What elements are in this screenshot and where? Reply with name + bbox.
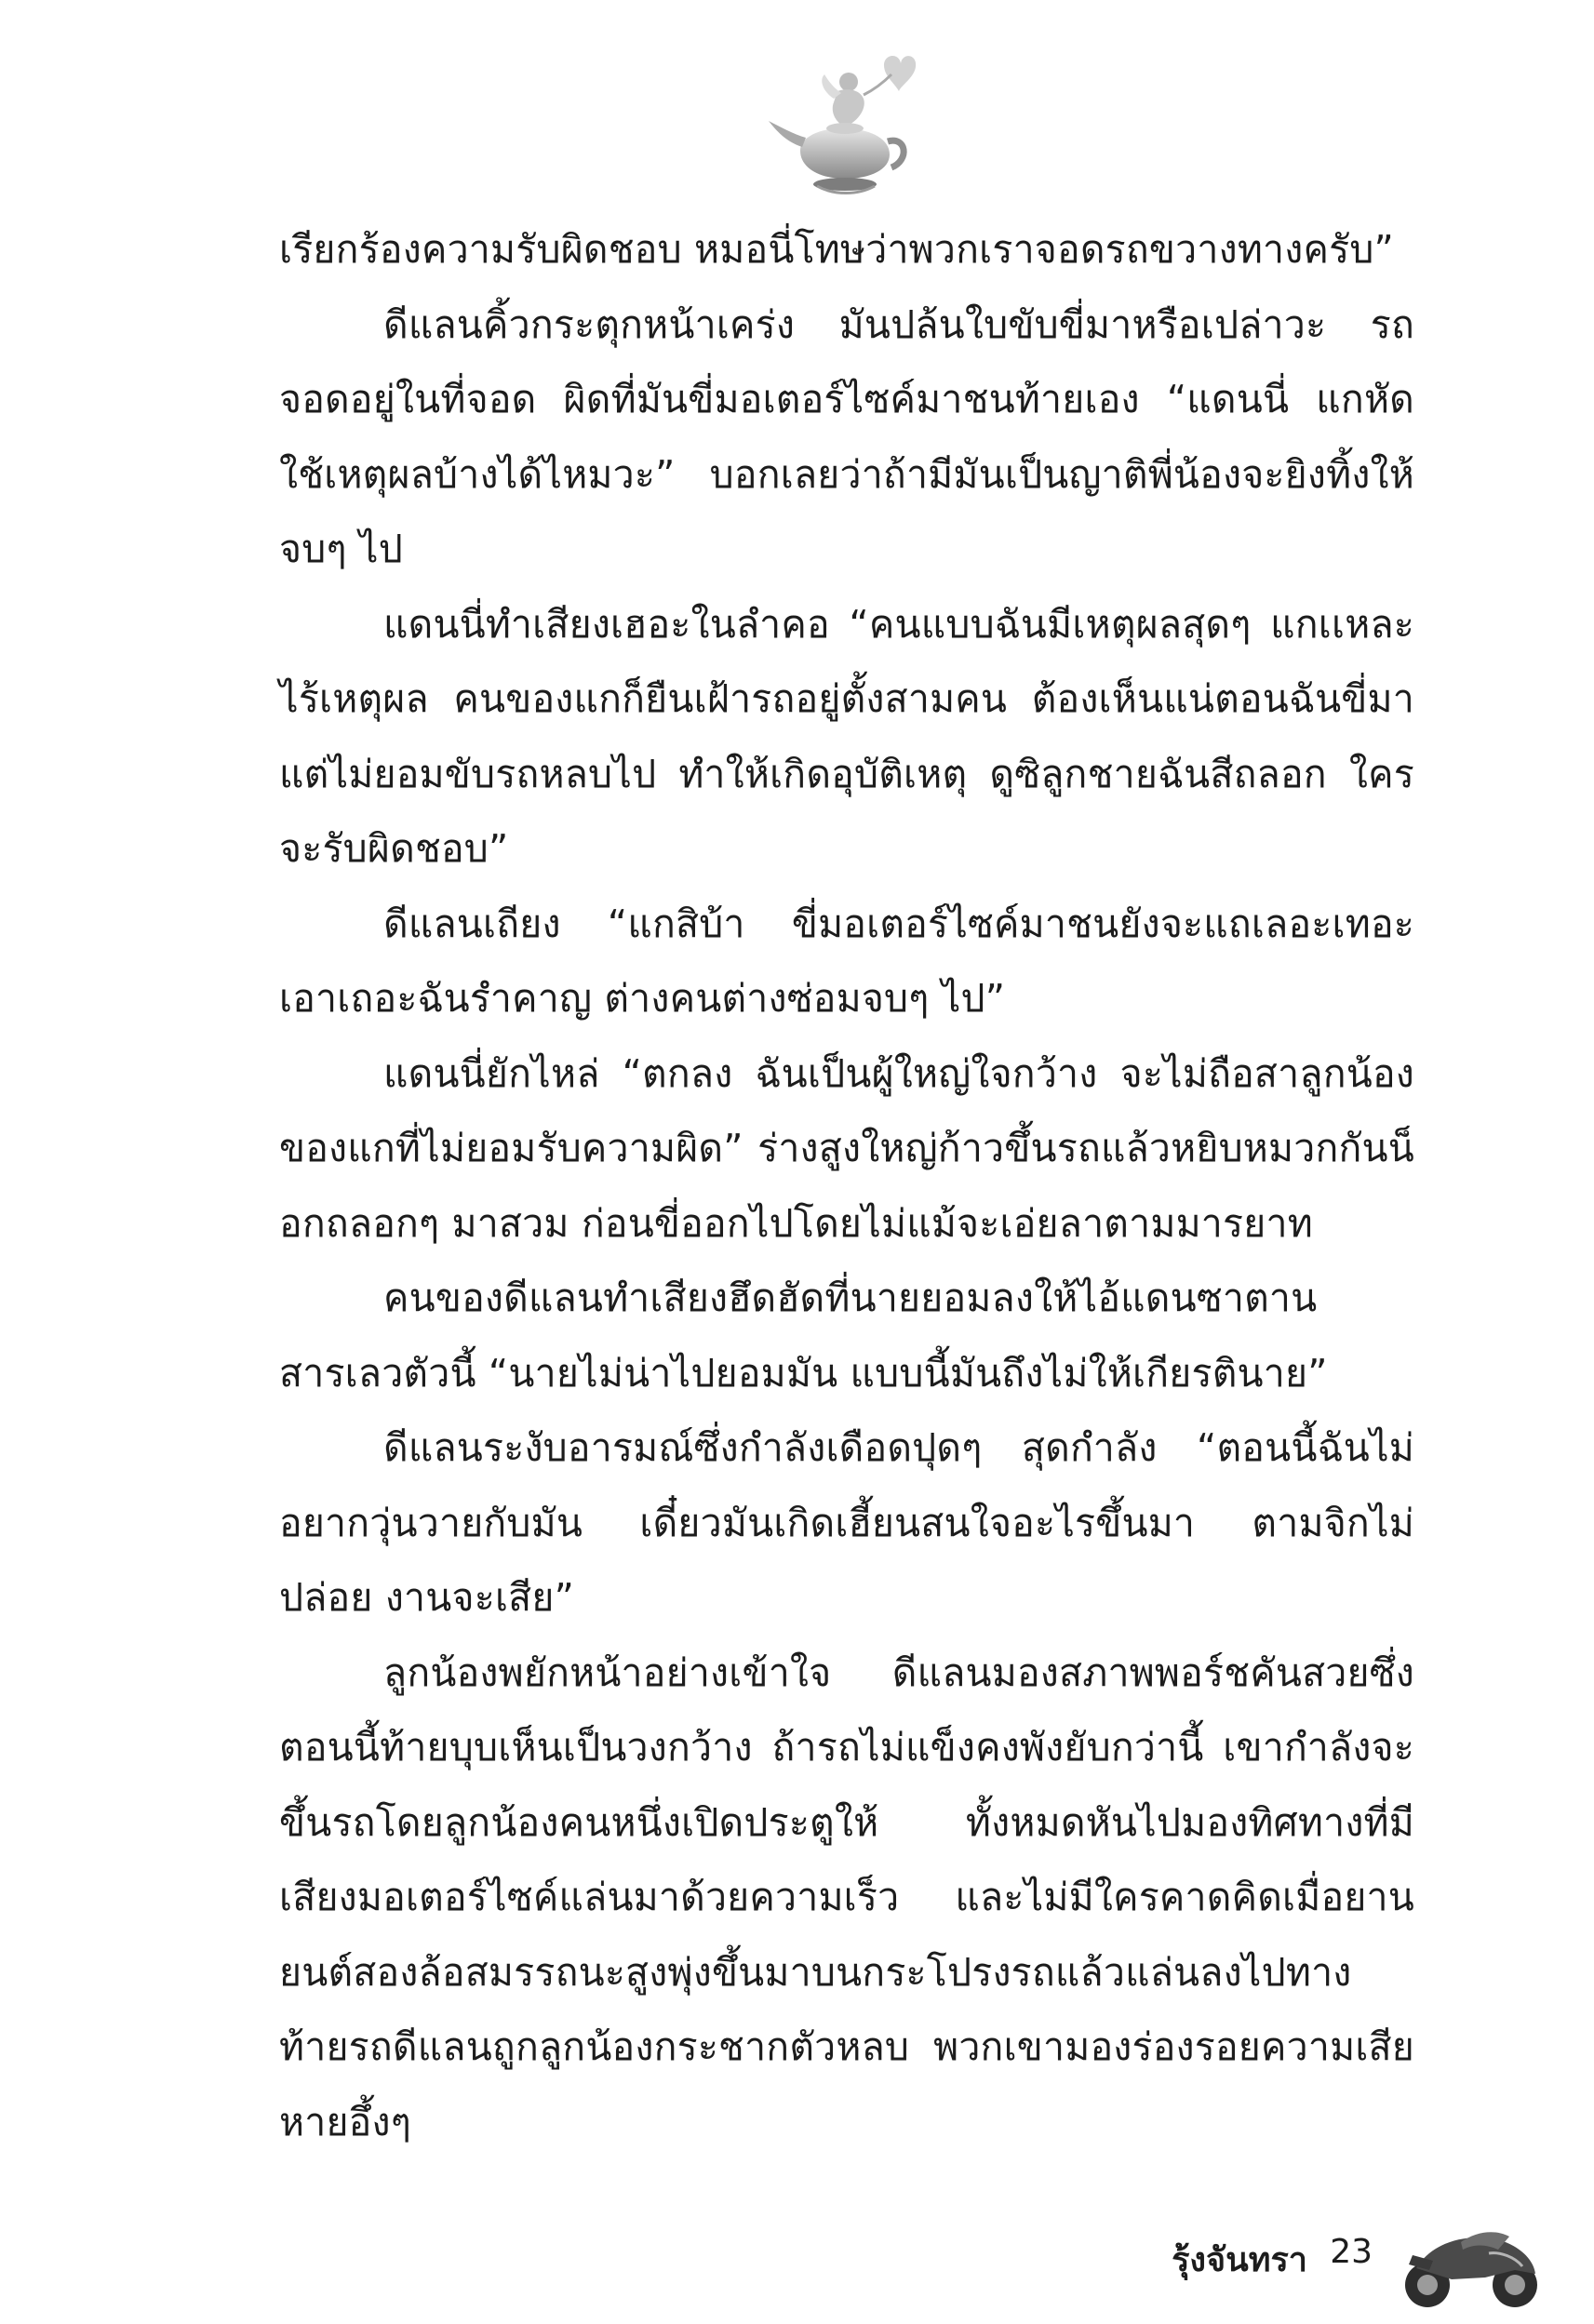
- page-number: 23: [1330, 2233, 1373, 2271]
- page-footer: [1061, 2212, 1545, 2324]
- book-title: รุ้งจันทรา: [1172, 2241, 1307, 2279]
- motorcycle-icon: [1396, 2212, 1545, 2315]
- paragraph: แดนนี่ทำเสียงเฮอะในลำคอ “คนแบบฉันมีเหตุผลสุดๆ แกเเหละไร้เหตุผล คนของแกก็ยืนเฝ้ารถอยู่ตั้งสามคน ต้องเห็นแน่ตอนฉันขี่มาแต่ไม่ยอมขับรถหลบไป ทำให้เกิดอุบัติเหตุ ดูซิลูกชายฉันสีถลอก ใครจะรับผิดชอบ”: [279, 601, 1414, 871]
- paragraph: ลูกน้องพยักหน้าอย่างเข้าใจ ดีแลนมองสภาพพอร์ชคันสวยซึ่งตอนนี้ท้ายบุบเห็นเป็นวงกว้าง ถ้ารถไม่แข็งคงพังยับกว่านี้ เขากำลังจะขึ้นรถโดยลูกน้องคนหนึ่งเปิดประตูให้ ทั้งหมดหันไปมองทิศทางที่มีเสียงมอเตอร์ไซค์แล่นมาด้วยความเร็ว และไม่มีใครคาดคิดเมื่อยานยนต์สองล้อสมรรถนะสูงพุ่งขึ้นมาบนกระโปรงรถแล้วแล่นลงไปทางท้ายรถดีแลนถูกลูกน้องกระชากตัวหลบ พวกเขามองร่องรอยความเสียหายอึ้งๆ: [279, 1650, 1414, 2144]
- paragraph: ดีแลนเถียง “แกสิบ้า ขี่มอเตอร์ไซค์มาชนยังจะแถเลอะเทอะ เอาเถอะฉันรำคาญ ต่างคนต่างซ่อมจบๆ ไป”: [279, 901, 1414, 1021]
- paragraph: แดนนี่ยักไหล่ “ตกลง ฉันเป็นผู้ใหญ่ใจกว้าง จะไม่ถือสาลูกน้องของแกที่ไม่ยอมรับความผิด” ร่างสูงใหญ่ก้าวขึ้นรถแล้วหยิบหมวกกันน็อกถลอกๆ มาสวม ก่อนขี่ออกไปโดยไม่แม้จะเอ่ยลาตามมารยาท: [279, 1050, 1414, 1246]
- paragraph: ดีแลนคิ้วกระตุกหน้าเคร่ง มันปล้นใบขับขี่มาหรือเปล่าวะ รถจอดอยู่ในที่จอด ผิดที่มันขี่มอเตอร์ไซค์มาชนท้ายเอง “แดนนี่ แกหัดใช้เหตุผลบ้างได้ไหมวะ” บอกเลยว่าถ้ามีมันเป็นญาติพี่น้องจะยิงทิ้งให้จบๆ ไป: [279, 301, 1414, 571]
- body-text: [279, 212, 1414, 2159]
- paragraph: คนของดีแลนทำเสียงฮึดฮัดที่นายยอมลงให้ไอ้แดนซาตานสารเลวตัวนี้ “นายไม่น่าไปยอมมัน แบบนี้มันถึงไม่ให้เกียรตินาย”: [279, 1276, 1328, 1396]
- paragraph: ดีแลนระงับอารมณ์ซึ่งกำลังเดือดปุดๆ สุดกำลัง “ตอนนี้ฉันไม่อยากวุ่นวายกับมัน เดี๋ยวมันเกิดเฮี้ยนสนใจอะไรขึ้นมา ตามจิกไม่ปล่อย งานจะเสีย”: [279, 1425, 1414, 1620]
- teapot-cupid-ornament-icon: [744, 37, 931, 223]
- paragraph: เรียกร้องความรับผิดชอบ หมอนี่โทษว่าพวกเราจอดรถขวางทางครับ”: [279, 227, 1394, 272]
